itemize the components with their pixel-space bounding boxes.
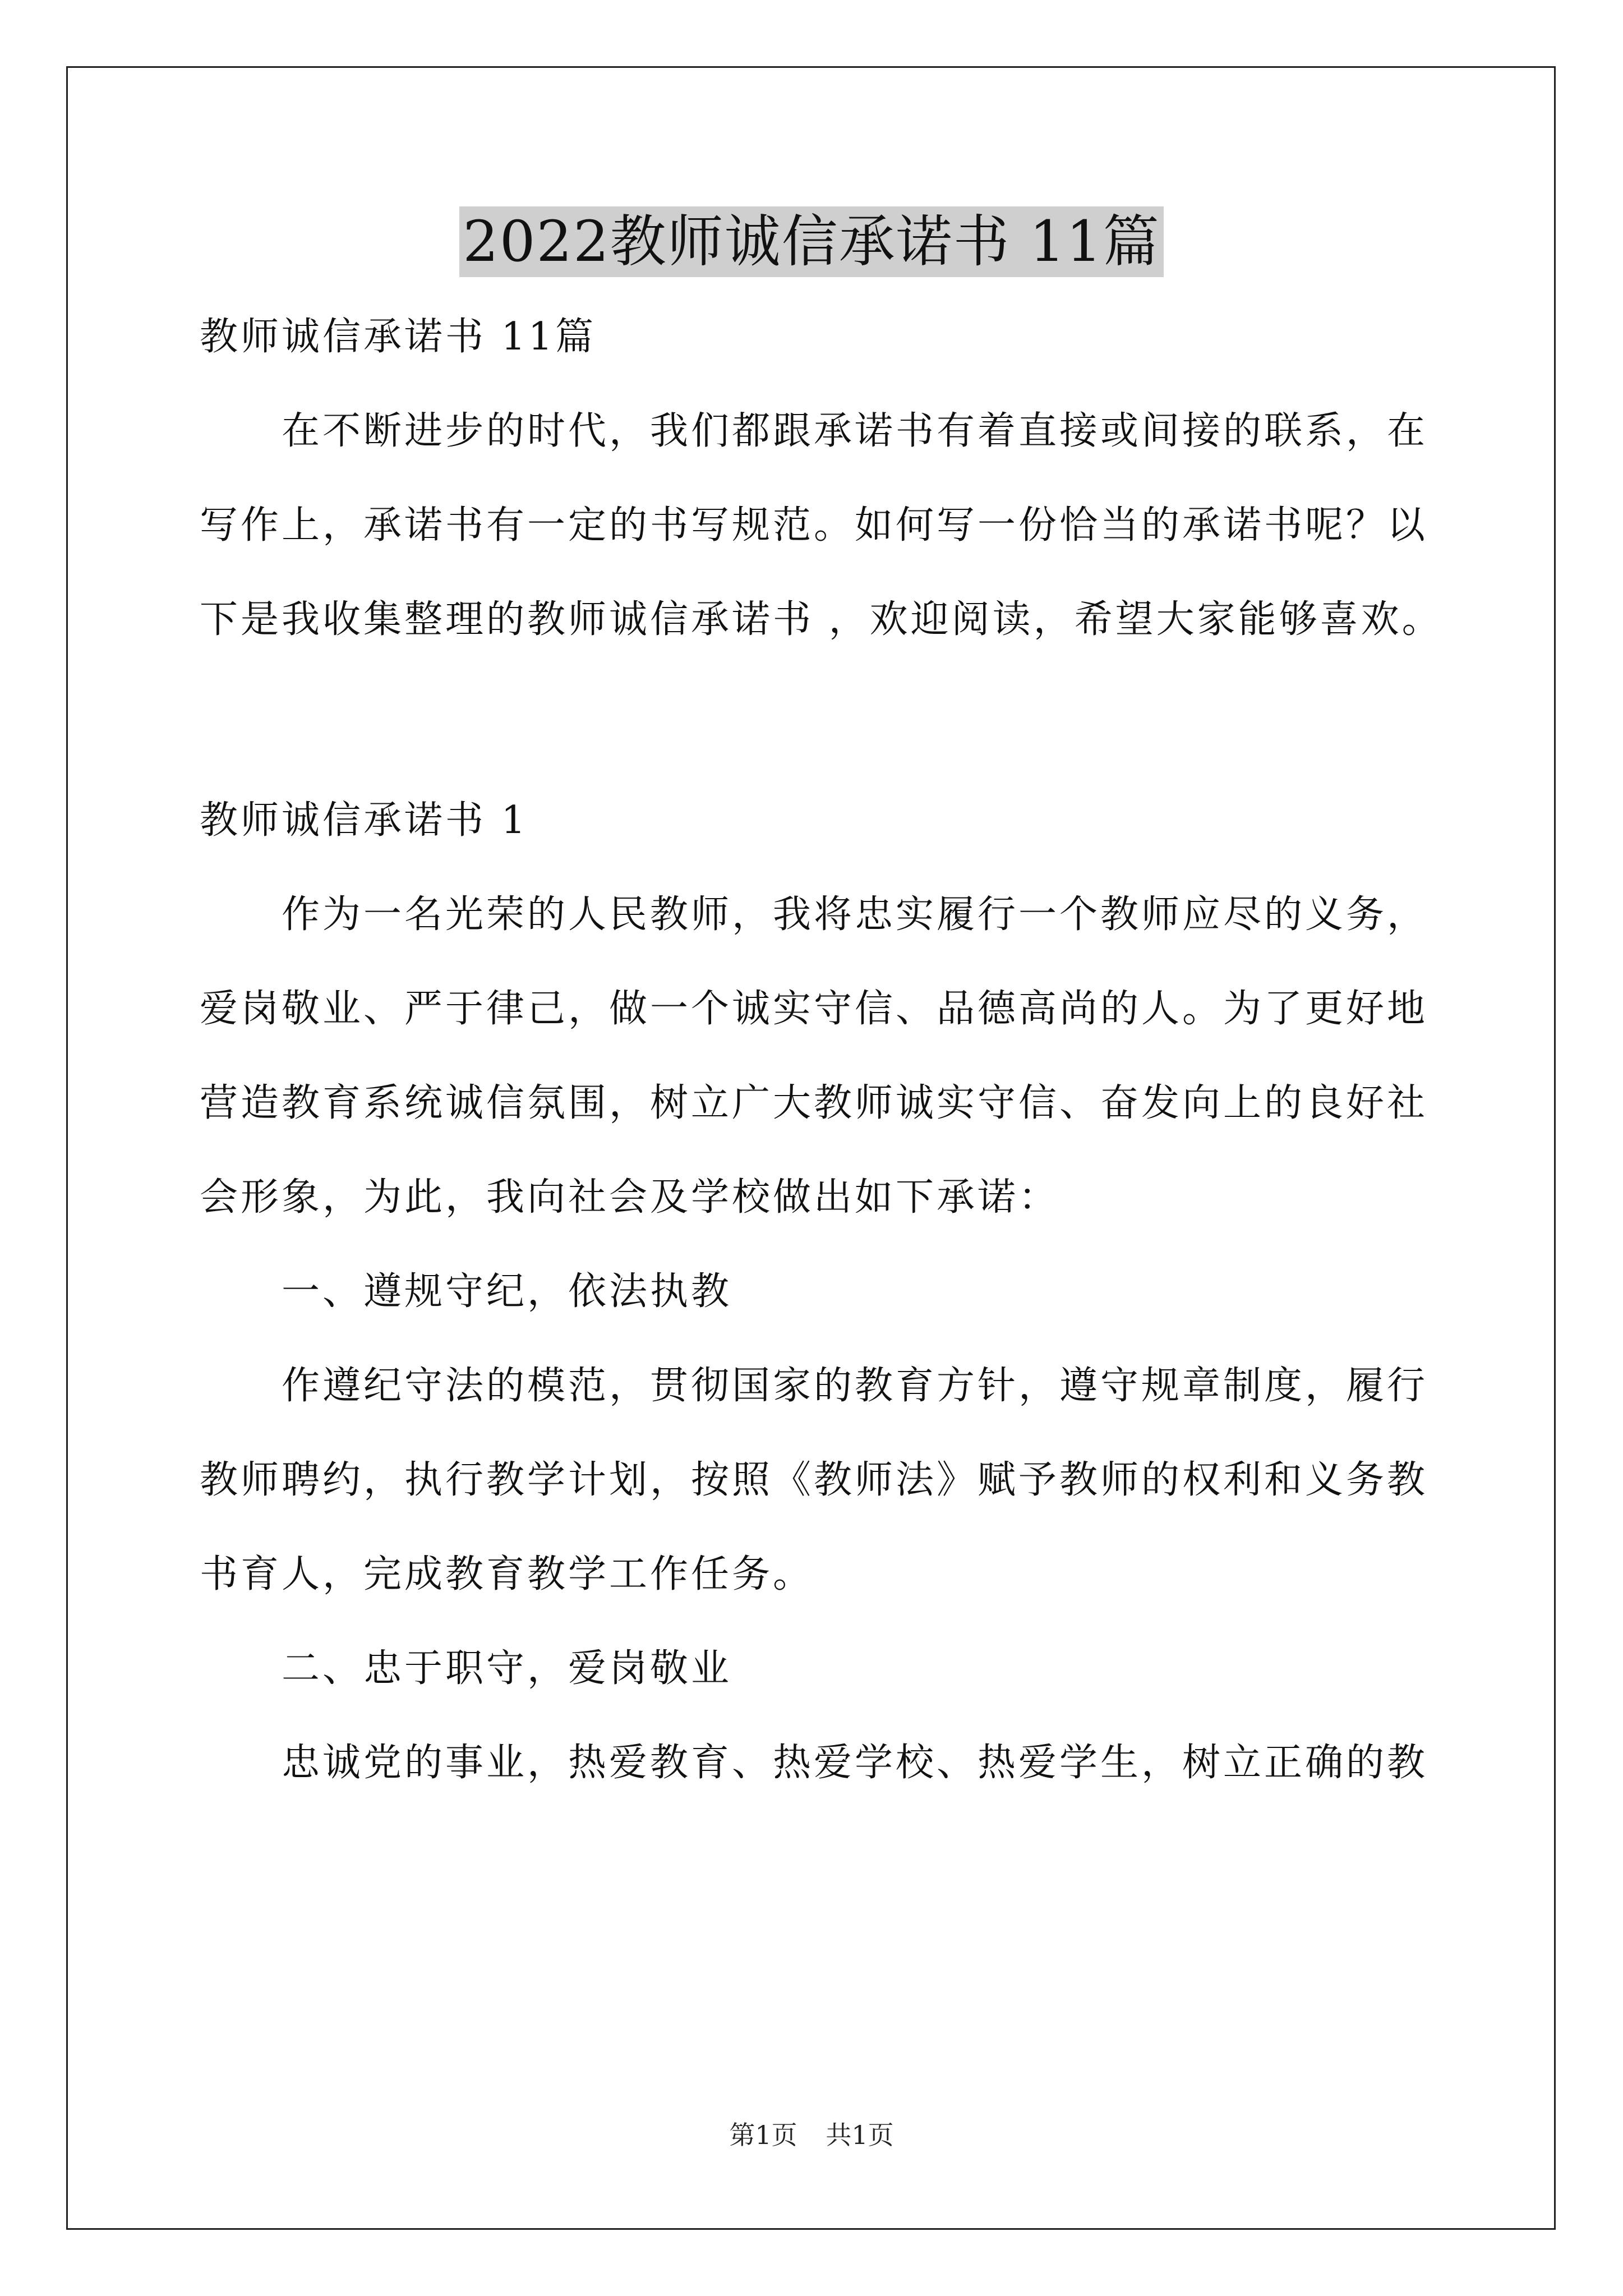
body-text-line: 书育人，完成教育教学工作任务。 <box>200 1552 814 1596</box>
body-text-line: 爱岗敬业、严于律己，做一个诚实守信、品德高尚的人。为了更好地 <box>200 987 1428 1031</box>
body-text-line: 作为一名光荣的人民教师，我将忠实履行一个教师应尽的义务， <box>282 892 1428 937</box>
body-text-line: 教师诚信承诺书 11篇 <box>200 315 597 359</box>
body-text-line: 写作上，承诺书有一定的书写规范。如何写一份恰当的承诺书呢？以 <box>200 503 1428 547</box>
document-body <box>200 307 1443 1828</box>
title-container <box>0 206 1623 277</box>
body-text-line: 二、忠于职守，爱岗敬业 <box>282 1646 732 1691</box>
body-text-line: 忠诚党的事业，热爱教育、热爱学校、热爱学生，树立正确的教 <box>282 1741 1428 1785</box>
body-text-line: 会形象，为此，我向社会及学校做出如下承诺： <box>200 1175 1060 1220</box>
page-number-total: 共1页 <box>826 2120 894 2150</box>
body-text-line: 在不断进步的时代，我们都跟承诺书有着直接或间接的联系，在 <box>282 409 1428 453</box>
body-text-line: 教师聘约，执行教学计划，按照《教师法》赋予教师的权利和义务教 <box>200 1458 1428 1502</box>
page-number-current: 第1页 <box>729 2120 797 2150</box>
body-text-line: 营造教育系统诚信氛围，树立广大教师诚实守信、奋发向上的良好社 <box>200 1081 1428 1125</box>
page-footer <box>0 2115 1623 2152</box>
body-text-line: 一、遵规守纪，依法执教 <box>282 1269 732 1314</box>
body-text-line: 教师诚信承诺书 1 <box>200 798 528 843</box>
body-text-line: 作遵纪守法的模范，贯彻国家的教育方针，遵守规章制度，履行 <box>282 1364 1428 1408</box>
body-text-line: 下是我收集整理的教师诚信承诺书 ，欢迎阅读，希望大家能够喜欢。 <box>200 597 1443 642</box>
document-title: 2022教师诚信承诺书 11篇 <box>459 206 1164 277</box>
